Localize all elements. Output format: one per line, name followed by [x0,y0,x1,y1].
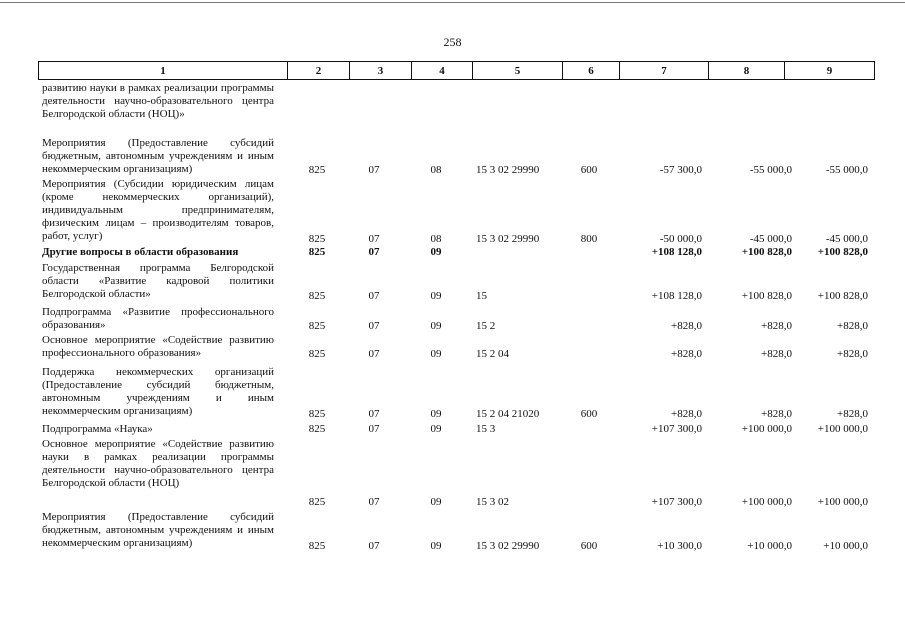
top-rule [0,2,905,3]
cell-col-2: 825 [308,348,326,360]
header-col-4: 4 [411,61,472,80]
page-number: 258 [443,35,462,49]
cell-col-9: +10 000,0 [823,540,868,552]
cell-col-8: -45 000,0 [749,233,792,245]
row-description: Подпрограмма «Развитие профессионального образования» [42,306,274,331]
cell-col-9: +100 000,0 [817,496,868,508]
cell-col-5: 15 3 02 29990 [476,540,540,552]
cell-col-5: 15 3 [476,423,496,435]
row-description: Другие вопросы в области образования [42,246,239,258]
cell-col-4: 09 [430,496,442,508]
cell-col-2: 825 [308,290,326,302]
cell-col-4: 09 [430,246,442,258]
cell-col-8: +10 000,0 [747,540,792,552]
cell-col-8: +828,0 [761,408,792,420]
row-description: Мероприятия (Субсидии юридическим лицам (кроме некоммерческих организаций), индивидуальным предпринимателям, физическим лицам – производителям товаров, работ, услуг) [42,178,274,242]
cell-col-7: +108 128,0 [651,246,702,258]
cell-col-4: 09 [430,290,442,302]
header-col-3: 3 [349,61,411,80]
cell-col-5: 15 3 02 29990 [476,164,540,176]
cell-col-8: -55 000,0 [749,164,792,176]
cell-col-4: 09 [430,408,442,420]
cell-col-7: +828,0 [671,348,702,360]
cell-col-7: +107 300,0 [651,423,702,435]
cell-col-4: 09 [430,320,442,332]
row-description: Подпрограмма «Наука» [42,423,153,435]
cell-col-6: 600 [580,540,598,552]
row-description: Мероприятия (Предоставление субсидий бюджетным, автономным учреждениям и иным некоммерческим организациям) [42,137,274,175]
cell-col-5: 15 3 02 29990 [476,233,540,245]
cell-col-2: 825 [308,320,326,332]
cell-col-2: 825 [308,408,326,420]
cell-col-2: 825 [308,233,326,245]
cell-col-6: 600 [580,164,598,176]
cell-col-4: 08 [430,233,442,245]
cell-col-3: 07 [368,540,380,552]
cell-col-9: +828,0 [837,320,868,332]
cell-col-6: 800 [580,233,598,245]
header-col-1: 1 [38,61,287,80]
cell-col-7: -57 300,0 [659,164,702,176]
cell-col-8: +100 000,0 [741,423,792,435]
cell-col-2: 825 [308,540,326,552]
cell-col-9: +100 828,0 [817,246,868,258]
cell-col-9: -55 000,0 [825,164,868,176]
cell-col-2: 825 [308,423,326,435]
cell-col-7: +108 128,0 [651,290,702,302]
cell-col-2: 825 [308,164,326,176]
cell-col-3: 07 [368,408,380,420]
cell-col-9: +100 000,0 [817,423,868,435]
cell-col-5: 15 3 02 [476,496,509,508]
cell-col-7: +107 300,0 [651,496,702,508]
cell-col-3: 07 [368,496,380,508]
cell-col-4: 09 [430,348,442,360]
cell-col-5: 15 2 [476,320,496,332]
row-description: Поддержка некоммерческих организаций (Предоставление субсидий бюджетным, автономным учреждениям и иным некоммерческим организациям) [42,366,274,417]
row-description: Основное мероприятие «Содействие развитию науки в рамках реализации программы деятельности научно-образовательного центра Белгородской области (НОЦ) [42,438,274,489]
cell-col-3: 07 [368,164,380,176]
cell-col-9: +100 828,0 [817,290,868,302]
cell-col-7: +10 300,0 [657,540,702,552]
cell-col-5: 15 [476,290,487,302]
header-col-9: 9 [784,61,875,80]
cell-col-3: 07 [368,423,380,435]
cell-col-5: 15 2 04 21020 [476,408,540,420]
cell-col-4: 09 [430,423,442,435]
cell-col-7: -50 000,0 [659,233,702,245]
cell-col-3: 07 [368,320,380,332]
row-description: Мероприятия (Предоставление субсидий бюджетным, автономным учреждениям и иным некоммерческим организациям) [42,511,274,549]
cell-col-5: 15 2 04 [476,348,509,360]
cell-col-6: 600 [580,408,598,420]
header-col-6: 6 [562,61,619,80]
cell-col-8: +100 828,0 [741,246,792,258]
cell-col-2: 825 [308,246,326,258]
cell-col-4: 09 [430,540,442,552]
cell-col-8: +100 000,0 [741,496,792,508]
cell-col-3: 07 [368,233,380,245]
cell-col-9: +828,0 [837,348,868,360]
row-description: развитию науки в рамках реализации программы деятельности научно-образовательного центра Белгородской области (НОЦ)» [42,82,274,120]
cell-col-9: -45 000,0 [825,233,868,245]
cell-col-9: +828,0 [837,408,868,420]
cell-col-3: 07 [368,290,380,302]
cell-col-3: 07 [368,348,380,360]
cell-col-2: 825 [308,496,326,508]
cell-col-7: +828,0 [671,408,702,420]
cell-col-4: 08 [430,164,442,176]
header-col-7: 7 [619,61,708,80]
cell-col-8: +828,0 [761,348,792,360]
row-description: Государственная программа Белгородской области «Развитие кадровой политики Белгородской области» [42,262,274,300]
cell-col-3: 07 [368,246,380,258]
cell-col-8: +100 828,0 [741,290,792,302]
cell-col-7: +828,0 [671,320,702,332]
header-col-5: 5 [472,61,562,80]
cell-col-8: +828,0 [761,320,792,332]
header-col-8: 8 [708,61,784,80]
row-description: Основное мероприятие «Содействие развитию профессионального образования» [42,334,274,359]
header-col-2: 2 [287,61,349,80]
